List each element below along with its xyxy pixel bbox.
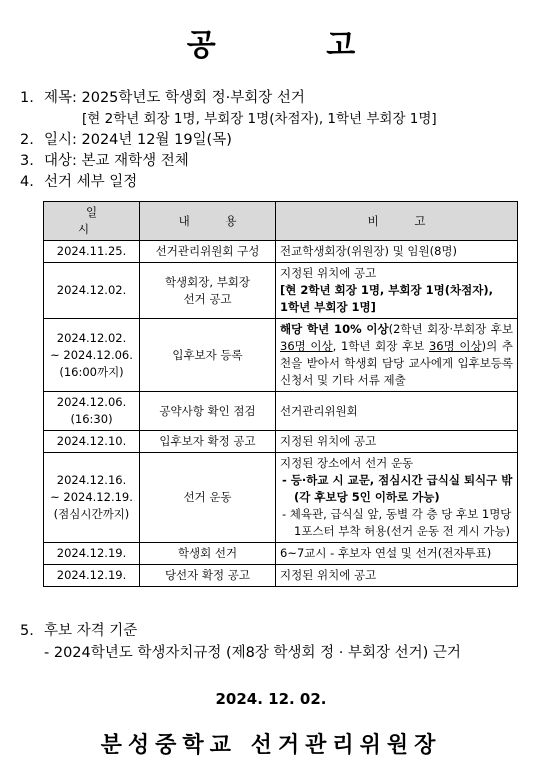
cell-note: 선거관리위원회 (276, 392, 518, 431)
cell-note: 지정된 위치에 공고 (276, 565, 518, 587)
cell-line: - 등·하교 시 교문, 점심시간 급식실 퇴식구 밖(각 후보당 5인 이하로 가능) (282, 473, 513, 504)
cell-note: 6~7교시 - 후보자 연설 및 선거(전자투표) (276, 543, 518, 565)
table-row (44, 392, 518, 431)
table-row (44, 453, 518, 543)
cell-line: ~ 2024.12.19. (50, 490, 133, 504)
item-text: 제목: 2025학년도 학생회 정·부회장 선거 (44, 90, 305, 106)
item-number: 1. (20, 90, 34, 106)
table-row (44, 263, 518, 319)
cell-line: 지정된 장소에서 선거 운동 (280, 456, 414, 470)
cell-date: 2024.12.10. (44, 431, 140, 453)
cell-line: 선거 공고 (183, 291, 232, 306)
notice-date: 2024. 12. 02. (215, 690, 327, 708)
cell-content (140, 263, 276, 319)
cell-note (276, 319, 518, 392)
item-text: 일시: 2024년 12월 19일(목) (44, 132, 232, 148)
section-detail: - 2024학년도 학생자치규정 (제8장 학생회 정 · 부회장 선거) 근거 (44, 645, 461, 661)
cell-note: 지정된 위치에 공고 (276, 431, 518, 453)
cell-content: 입후보자 등록 (140, 319, 276, 392)
note-text: (2학년 회장·부회장 후보 (388, 322, 513, 336)
note-text: )의 추천을 받아서 학생회 담당 교사에게 입후보등록신청서 및 기타 서류 제출 (280, 339, 513, 387)
cell-note (276, 453, 518, 543)
cell-line: 학생회장, 부회장 (164, 274, 251, 289)
item-text: 후보 자격 기준 (44, 623, 138, 639)
cell-line: 1학년 부회장 1명] (280, 300, 376, 314)
item-target (20, 151, 530, 172)
item-schedule (20, 172, 530, 193)
table-row (44, 565, 518, 587)
table-row (44, 543, 518, 565)
cell-date: 2024.12.02. (44, 263, 140, 319)
cell-content: 선거관리위원회 구성 (140, 241, 276, 263)
table-row (44, 319, 518, 392)
table-row (44, 431, 518, 453)
cell-content: 당선자 확정 공고 (140, 565, 276, 587)
item-text: 대상: 본교 재학생 전체 (44, 153, 189, 169)
table-row (44, 241, 518, 263)
note-emphasis: 해당 학년 10% 이상 (280, 322, 389, 336)
cell-line: 지정된 위치에 공고 (280, 266, 377, 280)
cell-date: 2024.11.25. (44, 241, 140, 263)
cell-content: 공약사항 확인 점검 (140, 392, 276, 431)
cell-note (276, 263, 518, 319)
item-title-detail: [현 2학년 회장 1명, 부회장 1명(차점자), 1학년 부회장 1명] (82, 111, 437, 127)
item-number: 3. (20, 153, 34, 169)
cell-line: (16:00까지) (59, 364, 124, 379)
header-content: 내 용 (140, 202, 276, 241)
cell-date: 2024.12.19. (44, 543, 140, 565)
cell-line: - 체육관, 급식실 앞, 동별 각 층 당 후보 1명당 1포스터 부착 허용(선거 운동 전 게시 가능) (282, 507, 512, 538)
item-text: 선거 세부 일정 (44, 174, 138, 190)
table-header-row (44, 202, 518, 241)
cell-line: ~ 2024.12.06. (50, 347, 133, 362)
item-datetime (20, 130, 530, 151)
header-note: 비 고 (276, 202, 518, 241)
cell-note: 전교학생회장(위원장) 및 임원(8명) (276, 241, 518, 263)
issuer-signature: 분성중학교 선거관리위원장 (100, 733, 442, 758)
note-underline: 36명 이상 (428, 339, 482, 353)
note-text: , 1학년 회장 후보 (332, 339, 429, 353)
notice-items (20, 88, 530, 193)
section-heading (20, 620, 530, 642)
cell-date (44, 392, 140, 431)
schedule-table (43, 201, 518, 587)
cell-date (44, 319, 140, 392)
item-number: 2. (20, 132, 34, 148)
cell-line: (점심시간까지) (53, 507, 130, 521)
item-title (20, 88, 530, 109)
cell-line: 2024.12.02. (56, 330, 127, 345)
cell-line: [현 2학년 회장 1명, 부회장 1명(차점자), (280, 283, 493, 297)
item-number: 4. (20, 174, 34, 190)
section-eligibility (20, 620, 530, 664)
cell-date (44, 453, 140, 543)
page-title: 공 고 (186, 28, 406, 63)
cell-line: 2024.12.06. (56, 395, 127, 409)
item-number: 5. (20, 623, 34, 639)
header-date: 일 시 (44, 202, 140, 241)
note-underline: 36명 이상 (280, 339, 333, 353)
cell-content: 학생회 선거 (140, 543, 276, 565)
cell-content: 입후보자 확정 공고 (140, 431, 276, 453)
cell-line: (16:30) (70, 412, 113, 426)
cell-line: 2024.12.16. (56, 473, 127, 487)
cell-content: 선거 운동 (140, 453, 276, 543)
cell-date: 2024.12.19. (44, 565, 140, 587)
